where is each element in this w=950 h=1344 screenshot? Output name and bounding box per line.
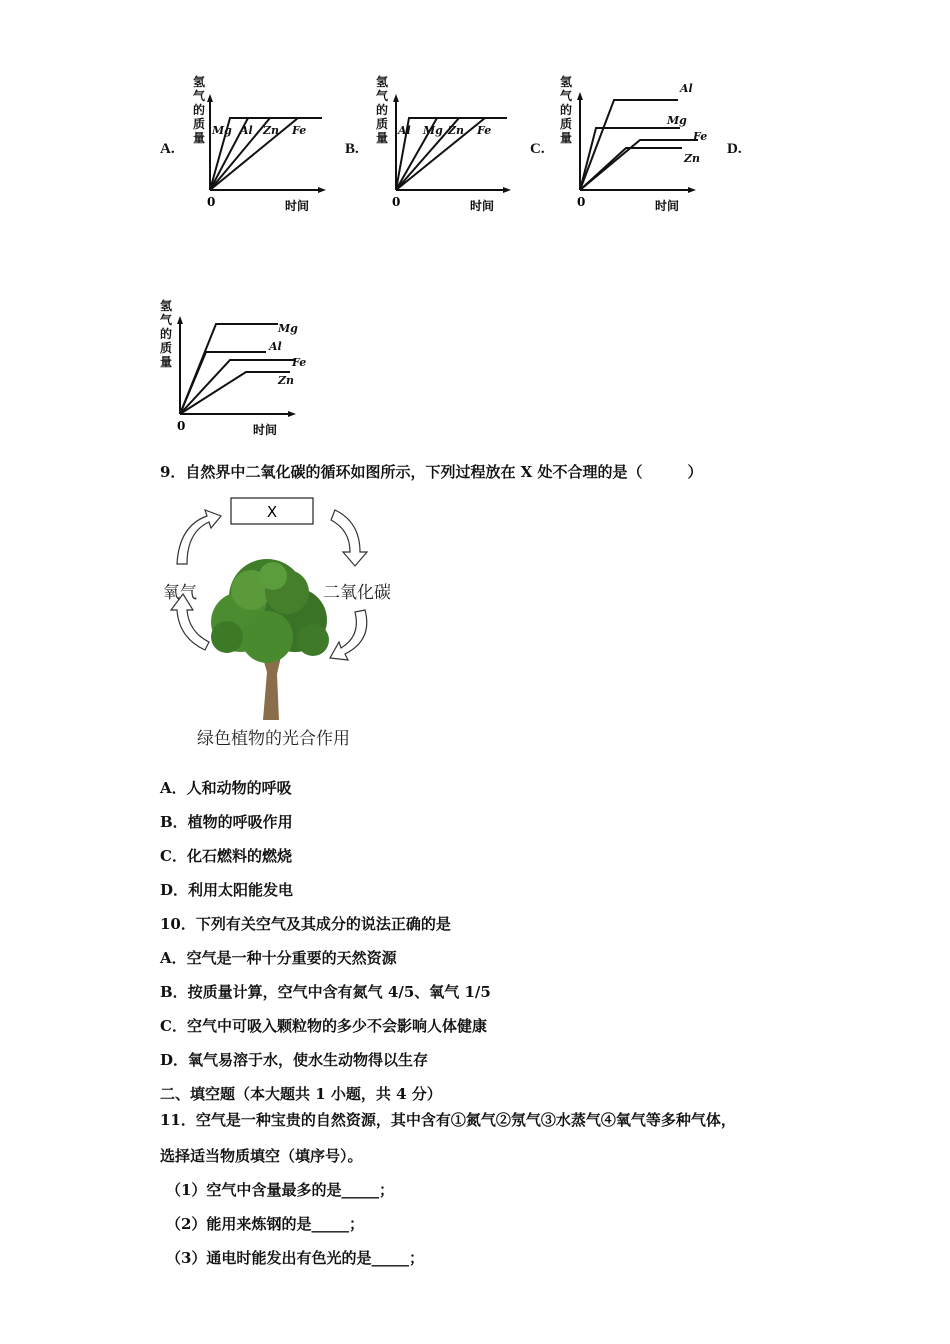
q9-option-d: D．利用太阳能发电 bbox=[160, 881, 294, 899]
y-label-char: 质 bbox=[560, 117, 573, 131]
x-axis-arrow bbox=[688, 187, 696, 193]
y-axis-arrow bbox=[177, 316, 183, 324]
origin-label: 0 bbox=[392, 195, 401, 209]
q10-option-c: C．空气中可吸入颗粒物的多少不会影响人体健康 bbox=[160, 1017, 487, 1035]
chart-option-d bbox=[150, 296, 320, 441]
q9-option-b: B．植物的呼吸作用 bbox=[160, 813, 293, 831]
x-axis-label: 时间 bbox=[470, 199, 495, 213]
option-letter-d: D. bbox=[727, 141, 742, 157]
series-label: Zn bbox=[263, 124, 280, 137]
q9-option-c: C．化石燃料的燃烧 bbox=[160, 847, 292, 865]
arrow-x-to-co2-icon bbox=[331, 510, 367, 566]
series-line-mg bbox=[180, 324, 278, 414]
arrow-o2-to-x-icon bbox=[177, 510, 221, 564]
y-label-char: 气 bbox=[160, 313, 173, 327]
section-heading: 二、填空题（本大题共 1 小题，共 4 分） bbox=[160, 1085, 442, 1103]
option-letter-b: B. bbox=[345, 141, 359, 157]
series-label: Mg bbox=[667, 114, 687, 127]
option-letter-a: A. bbox=[160, 141, 175, 157]
q9-option-a: A．人和动物的呼吸 bbox=[160, 779, 292, 797]
y-label-char: 氢 bbox=[376, 75, 389, 89]
y-label-char: 气 bbox=[193, 89, 206, 103]
y-label-char: 质 bbox=[193, 117, 206, 131]
y-label-char: 的 bbox=[560, 103, 573, 117]
y-axis-arrow bbox=[577, 92, 583, 100]
series-label: Fe bbox=[693, 130, 708, 143]
q10-option-b: B．按质量计算，空气中含有氮气 4/5、氧气 1/5 bbox=[160, 983, 491, 1001]
q11-part-1: （1）空气中含量最多的是_____； bbox=[166, 1181, 394, 1199]
y-label-char: 量 bbox=[193, 131, 206, 145]
y-label-char: 气 bbox=[376, 89, 389, 103]
series-label: Al bbox=[240, 124, 253, 137]
q10-option-a: A．空气是一种十分重要的天然资源 bbox=[160, 949, 397, 967]
y-label-char: 的 bbox=[193, 103, 206, 117]
co2-cycle-diagram bbox=[155, 492, 415, 752]
y-label-char: 氢 bbox=[160, 299, 173, 313]
q9-stem: 9．自然界中二氧化碳的循环如图所示，下列过程放在 X 处不合理的是（ ） bbox=[160, 463, 703, 481]
oxygen-label: 氧气 bbox=[163, 583, 197, 603]
series-label: Fe bbox=[477, 124, 492, 137]
x-axis-arrow bbox=[318, 187, 326, 193]
series-label: Mg bbox=[423, 124, 443, 137]
x-box-label: X bbox=[266, 503, 278, 521]
x-axis-label: 时间 bbox=[655, 199, 680, 213]
y-axis-arrow bbox=[393, 94, 399, 102]
y-label-char: 量 bbox=[376, 131, 389, 145]
co2-label: 二氧化碳 bbox=[323, 583, 391, 603]
q11-part-2: （2）能用来炼钢的是_____； bbox=[166, 1215, 364, 1233]
series-label: Al bbox=[680, 82, 693, 95]
q10-stem: 10．下列有关空气及其成分的说法正确的是 bbox=[160, 915, 451, 933]
q10-option-d: D．氧气易溶于水，使水生动物得以生存 bbox=[160, 1051, 429, 1069]
series-label: Zn bbox=[278, 374, 295, 387]
series-label: Zn bbox=[448, 124, 465, 137]
y-label-char: 的 bbox=[160, 327, 173, 341]
y-axis-arrow bbox=[207, 94, 213, 102]
series-label: Mg bbox=[212, 124, 232, 137]
y-label-char: 氢 bbox=[193, 75, 206, 89]
series-line-fe bbox=[180, 360, 294, 414]
x-axis-arrow bbox=[503, 187, 511, 193]
photosynthesis-label: 绿色植物的光合作用 bbox=[197, 729, 350, 749]
y-label-char: 质 bbox=[376, 117, 389, 131]
y-label-char: 量 bbox=[160, 355, 173, 369]
series-label: Fe bbox=[292, 124, 307, 137]
origin-label: 0 bbox=[177, 419, 186, 433]
x-axis-label: 时间 bbox=[253, 423, 278, 437]
chart-option-c bbox=[550, 72, 720, 217]
q11-stem-line2: 选择适当物质填空（填序号）。 bbox=[160, 1147, 363, 1165]
origin-label: 0 bbox=[577, 195, 586, 209]
chart-option-b bbox=[365, 72, 515, 217]
x-axis-arrow bbox=[288, 411, 296, 417]
x-axis-label: 时间 bbox=[285, 199, 310, 213]
series-label: Zn bbox=[684, 152, 701, 165]
chart-option-a bbox=[180, 72, 330, 217]
series-label: Fe bbox=[292, 356, 307, 369]
series-label: Mg bbox=[278, 322, 298, 335]
series-line-zn bbox=[180, 372, 290, 414]
y-label-char: 质 bbox=[160, 341, 173, 355]
series-label: Al bbox=[398, 124, 411, 137]
q11-stem-line1: 11．空气是一种宝贵的自然资源，其中含有①氮气②氖气③水蒸气④氧气等多种气体， bbox=[160, 1111, 736, 1129]
y-label-char: 量 bbox=[560, 131, 573, 145]
series-label: Al bbox=[269, 340, 282, 353]
option-letter-c: C. bbox=[530, 141, 545, 157]
series-line-zn bbox=[580, 148, 682, 190]
y-label-char: 氢 bbox=[560, 75, 573, 89]
y-label-char: 的 bbox=[376, 103, 389, 117]
series-line-mg bbox=[580, 128, 680, 190]
origin-label: 0 bbox=[207, 195, 216, 209]
y-label-char: 气 bbox=[560, 89, 573, 103]
q11-part-3: （3）通电时能发出有色光的是_____； bbox=[166, 1249, 424, 1267]
arrow-co2-to-plant-icon bbox=[330, 610, 367, 660]
tree-icon bbox=[211, 559, 329, 720]
